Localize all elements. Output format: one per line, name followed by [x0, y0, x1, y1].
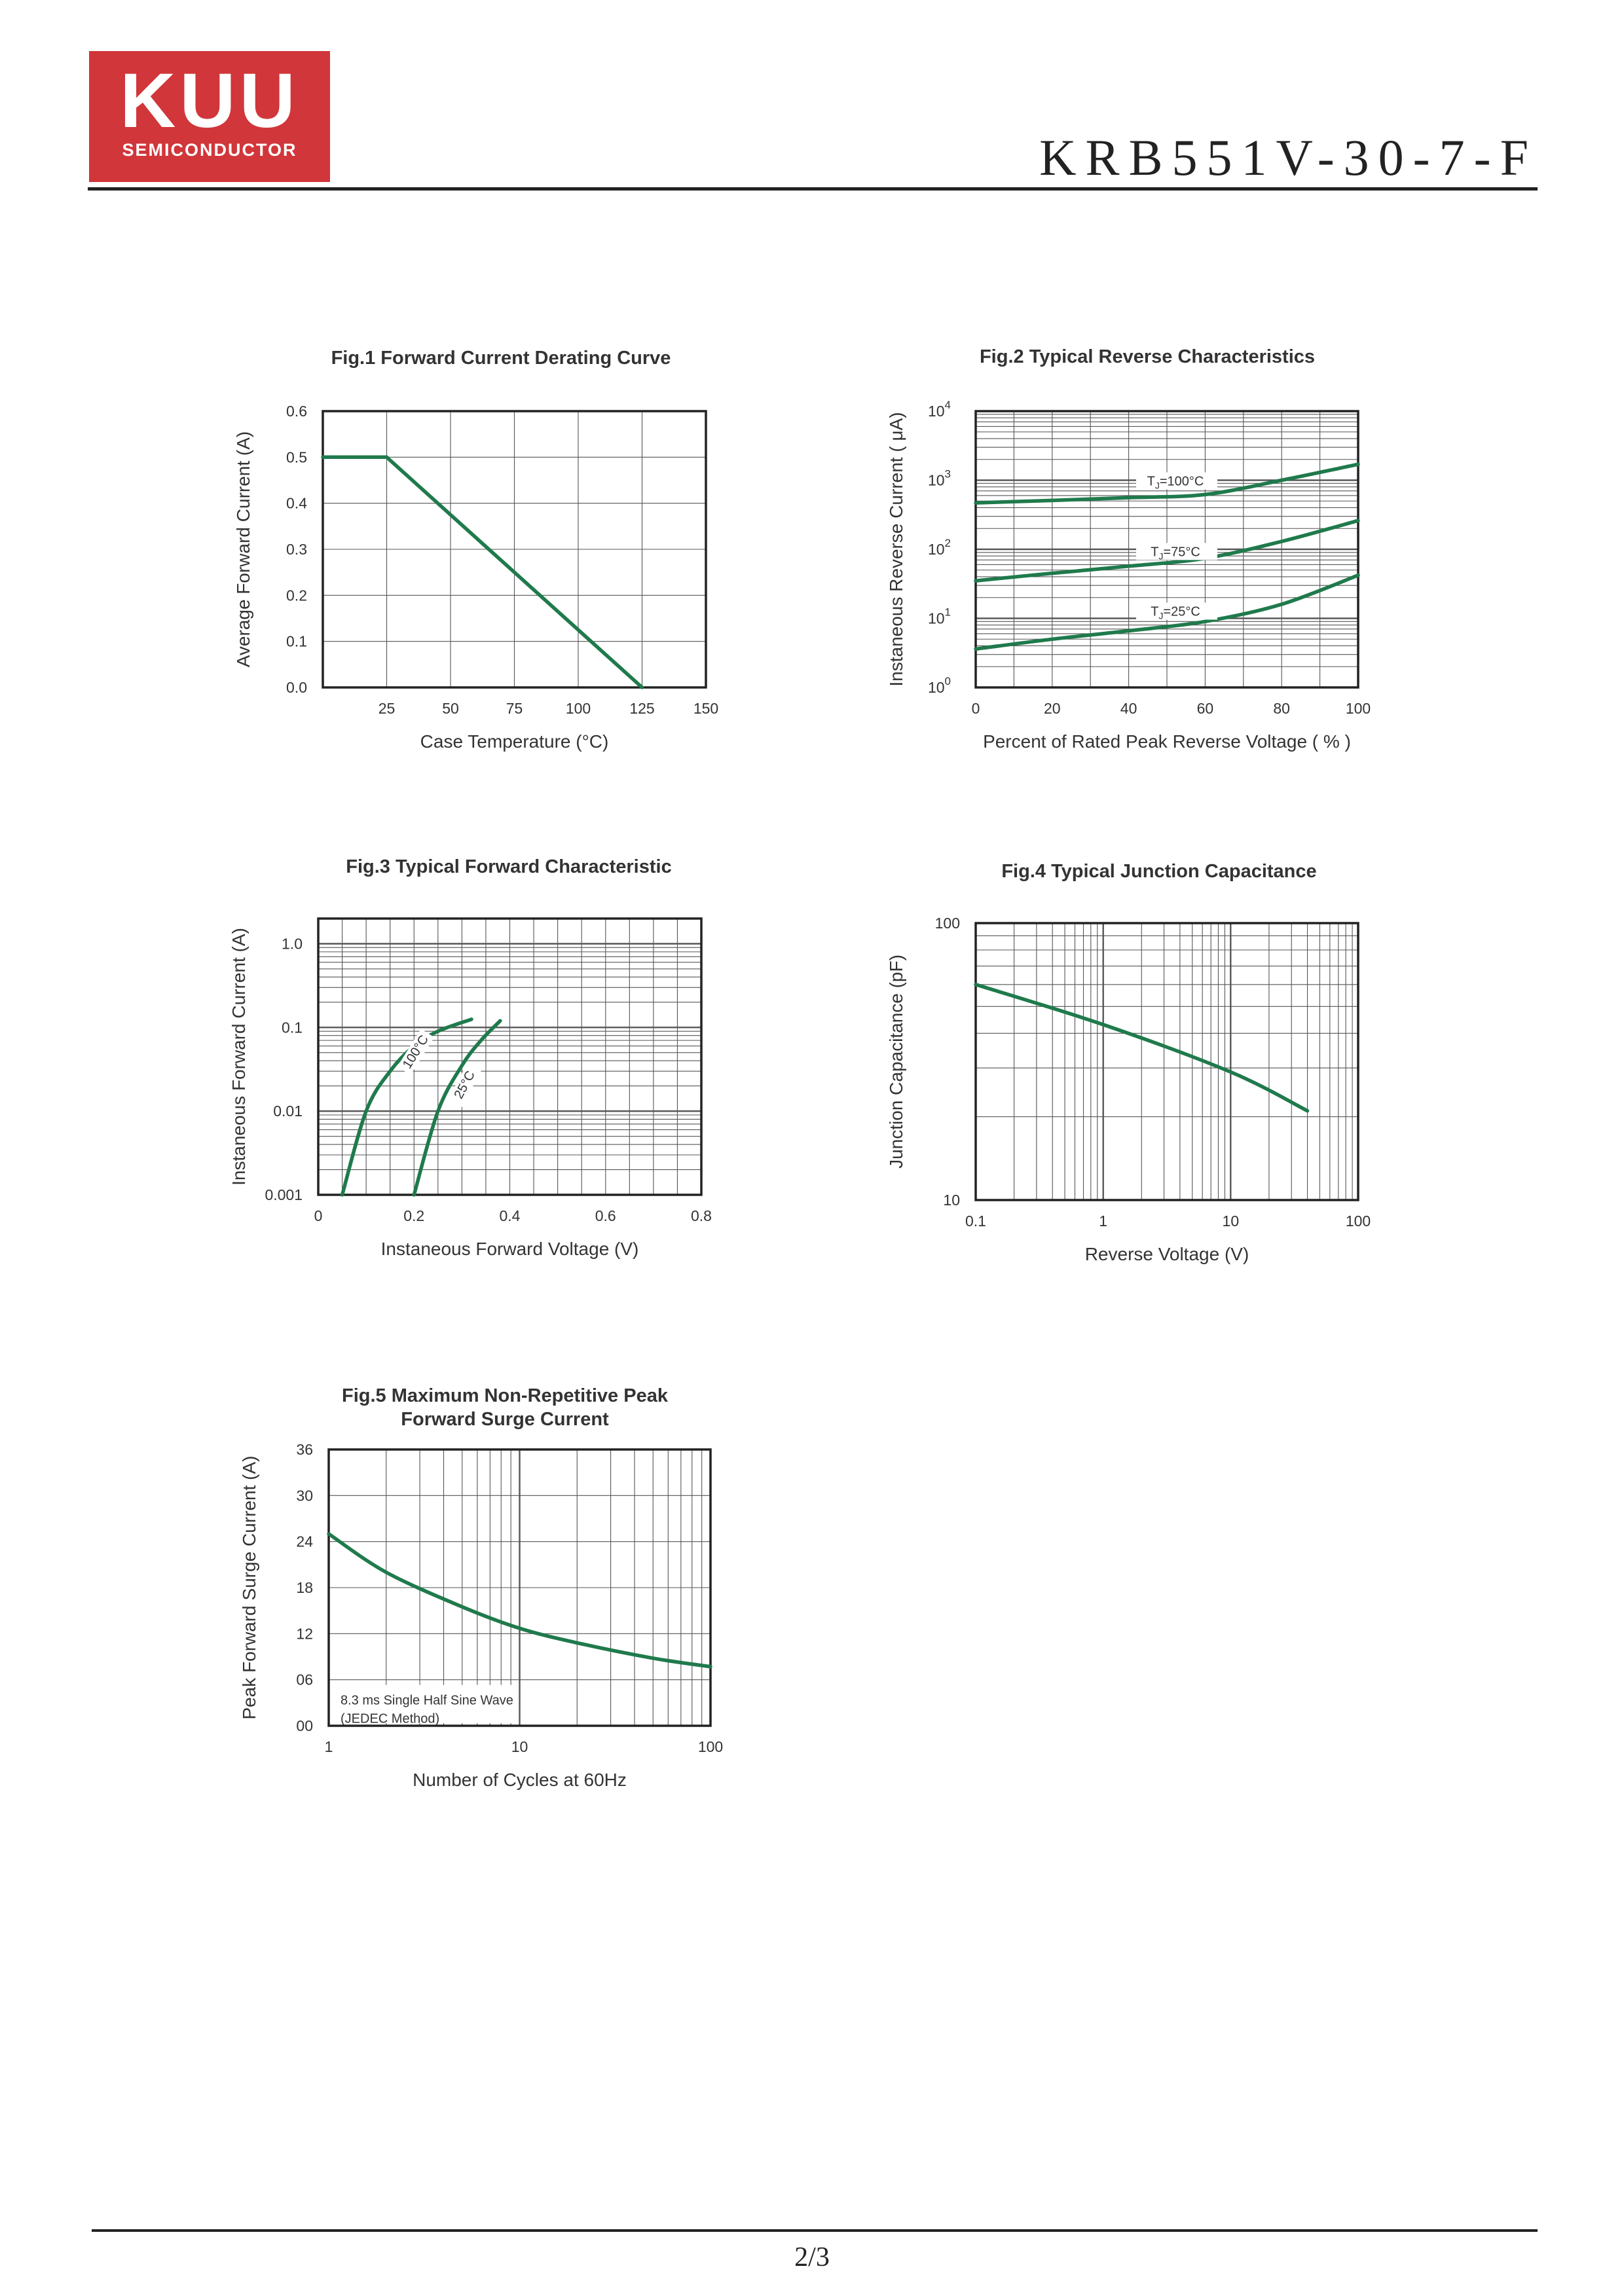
y-tick-label: 100 — [934, 915, 960, 932]
y-tick-label: $10^0$ — [927, 675, 951, 696]
y-axis-label: Peak Forward Surge Current (A) — [239, 1455, 259, 1720]
y-axis-label: Junction Capacitance (pF) — [886, 955, 906, 1169]
y-tick-label: $10^2$ — [927, 537, 951, 558]
x-axis-label: Percent of Rated Peak Reverse Voltage ( % ) — [983, 731, 1351, 752]
chart-title: Fig.4 Typical Junction Capacitance — [1001, 861, 1317, 882]
y-tick-label: 0.4 — [286, 494, 307, 512]
x-tick-label: 0.6 — [595, 1207, 616, 1224]
chart-title: Forward Surge Current — [401, 1409, 609, 1430]
x-tick-label: 20 — [1044, 700, 1061, 717]
series-label-2: 25°C — [451, 1068, 478, 1102]
x-tick-label: 0.4 — [499, 1207, 521, 1224]
x-axis-label: Reverse Voltage (V) — [1084, 1244, 1249, 1264]
x-tick-label: 125 — [629, 700, 655, 717]
chart-title: Fig.5 Maximum Non-Repetitive Peak — [342, 1385, 668, 1406]
y-tick-label: 0.01 — [273, 1102, 303, 1120]
y-tick-label: 0.3 — [286, 541, 307, 558]
x-tick-label: 0.1 — [965, 1212, 986, 1230]
x-tick-label: 150 — [693, 700, 719, 717]
logo-subtitle: SEMICONDUCTOR — [122, 140, 297, 160]
x-tick-label: 100 — [697, 1738, 724, 1755]
y-tick-label: 0.0 — [286, 679, 307, 696]
x-tick-label: 100 — [565, 700, 591, 717]
annotation-text: 8.3 ms Single Half Sine Wave — [341, 1693, 513, 1708]
x-axis-label: Case Temperature (°C) — [420, 731, 609, 752]
x-tick-label: 0.8 — [691, 1207, 712, 1224]
x-tick-label: 40 — [1120, 700, 1137, 717]
x-tick-label: 1 — [324, 1738, 333, 1755]
x-tick-label: 1 — [1099, 1212, 1108, 1230]
x-tick-label: 0 — [971, 700, 980, 717]
x-tick-label: 0.2 — [403, 1207, 425, 1224]
y-tick-label: 30 — [296, 1487, 313, 1504]
chart-title: Fig.2 Typical Reverse Characteristics — [979, 346, 1316, 367]
logo-wordmark: KUU — [120, 58, 299, 144]
x-tick-label: 100 — [1345, 1212, 1371, 1230]
part-number: KRB551V-30-7-F — [1039, 129, 1538, 186]
chart-title: Fig.1 Forward Current Derating Curve — [331, 348, 671, 369]
x-tick-label: 80 — [1273, 700, 1290, 717]
y-tick-label: $10^1$ — [927, 606, 951, 627]
chart-title: Fig.3 Typical Forward Characteristic — [346, 856, 672, 877]
y-tick-label: 0.1 — [282, 1019, 303, 1036]
x-tick-label: 0 — [314, 1207, 323, 1224]
annotation-text: (JEDEC Method) — [341, 1711, 440, 1726]
series-label-1: 100°C — [399, 1032, 432, 1072]
y-tick-label: 06 — [296, 1671, 313, 1688]
y-tick-label: 0.2 — [286, 587, 307, 604]
y-tick-label: 0.1 — [286, 632, 307, 650]
y-tick-label: 1.0 — [282, 935, 303, 953]
x-tick-label: 25 — [378, 700, 396, 717]
x-axis-label: Number of Cycles at 60Hz — [413, 1770, 627, 1790]
series-label-3: $T_J=25^\circ C$ — [1151, 604, 1200, 621]
x-tick-label: 75 — [506, 700, 523, 717]
y-tick-label: 18 — [296, 1579, 313, 1596]
x-tick-label: 50 — [442, 700, 459, 717]
y-tick-label: $10^4$ — [927, 399, 951, 420]
y-tick-label: 00 — [296, 1717, 313, 1734]
footer-divider — [92, 2229, 1538, 2232]
y-axis-label: Instaneous Forward Current (A) — [229, 928, 249, 1186]
y-axis-label: Instaneous Reverse Current ( μA) — [886, 412, 906, 687]
series-label-1: $T_J=100^\circ C$ — [1147, 474, 1204, 491]
x-tick-label: 100 — [1345, 700, 1371, 717]
y-tick-label: 10 — [943, 1192, 960, 1209]
y-tick-label: 0.5 — [286, 448, 307, 466]
y-axis-label: Average Forward Current (A) — [233, 431, 253, 668]
x-axis-label: Instaneous Forward Voltage (V) — [380, 1239, 639, 1259]
series-label-2: $T_J=75^\circ C$ — [1151, 545, 1200, 562]
y-tick-label: 12 — [296, 1625, 313, 1643]
page-number: 2/3 — [794, 2242, 830, 2272]
y-tick-label: 24 — [296, 1533, 313, 1550]
x-tick-label: 10 — [511, 1738, 528, 1755]
x-tick-label: 10 — [1222, 1212, 1240, 1230]
y-tick-label: 0.001 — [265, 1186, 303, 1203]
x-tick-label: 60 — [1196, 700, 1214, 717]
y-tick-label: $10^3$ — [927, 467, 951, 489]
y-tick-label: 0.6 — [286, 403, 307, 420]
y-tick-label: 36 — [296, 1441, 313, 1458]
